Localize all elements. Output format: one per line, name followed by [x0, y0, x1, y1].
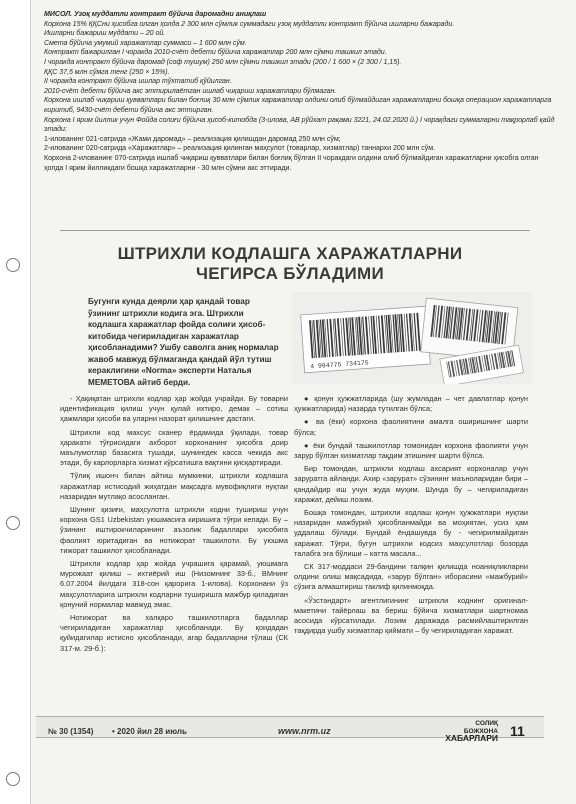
example-line: Корхона 2-илованинг 070-сатрида ишлаб чиқариш қувватлари билан боғлиқ бўлган II чоракдаги олдини олиб бўлмайдиган харажатларни ҳисобга олган ҳолда I ярим йилликдаги бошқа харажатларни - 30 млн сўмни акс эттиради.: [44, 153, 539, 172]
punch-hole: [6, 258, 20, 272]
example-line: Корхона 15% ҚҚСни ҳисобга олган ҳолда 2 300 млн сўмлик суммадаги узоқ муддатли контракт бўйича ишларни бажаради.: [44, 19, 455, 28]
example-line: 2010-счёт дебети бўйича акс эттирилаётган ишлаб чиқариш харажатлари бўлмаган.: [44, 86, 337, 95]
headline-line: ЧЕГИРСА БЎЛАДИМИ: [195, 264, 385, 283]
barcode-labels-photo: [292, 292, 532, 384]
issue-number: № 30 (1354): [48, 727, 94, 736]
scan-edge: [30, 0, 31, 804]
bullet-item: ● қонун ҳужжатларида (шу жумладан – чет давлатлар қонун ҳужжатларида) назарда тутилган бўлса;: [294, 394, 528, 414]
example-line: Смета бўйича умумий харажатлар суммаси – 1 600 млн сўм.: [44, 38, 247, 47]
section-divider: [60, 230, 530, 231]
website-link[interactable]: www.nrm.uz: [278, 726, 331, 736]
article-column-right: [294, 394, 528, 639]
example-block: [44, 10, 556, 173]
paragraph: Нотижорат ва халқаро ташкилотларга бадаллар чегириладиган харажатлар ҳисобланади. Бу қоидадан қуйидагилар истисно ҳисобланади, агар бадалларни тўлаш (СК 317-м. 29-б.):: [60, 613, 288, 653]
example-line: 1-илованинг 021-сатрида «Жами даромад» – реализация қилишдан даромад 250 млн сўм;: [44, 134, 341, 143]
logo-line: БОЖХОНА: [463, 727, 498, 735]
example-line: Контракт бажарилган I чоракда 2010-счёт дебети бўйича харажатлар 200 млн сўмни ташкил этади.: [44, 48, 387, 57]
issue-date: • 2020 йил 28 июль: [112, 727, 187, 736]
example-title: МИСОЛ. Узоқ муддатли контракт бўйича даромадни аниқлаш: [44, 10, 267, 18]
example-line: Корхона ишлаб чиқариш қувватлари билан боғлиқ 30 млн сўмлик харажатлар олдини олиб бўлмайдиган харажатларни бошқа операцион харажатларга киритиб, 9430-счёт дебети бўйича акс эттирган.: [44, 96, 552, 114]
bullet-item: ● ёки бундай ташкилотлар томонидан корхона фаолияти учун зарур бўлган хизматлар тақдим этишнинг шарти бўлса.: [294, 440, 528, 461]
binder-margin: [0, 0, 30, 804]
example-line: II чоракда контракт бўйича ишлар тўхтатиб қўйилган.: [44, 77, 232, 86]
example-line: I чоракда контракт бўйича даромад (соф тушум) 250 млн сўмни ташкил этади (200 / 1 600 × (2 300 / 1,15).: [44, 57, 402, 66]
logo-line: СОЛИҚ: [475, 720, 498, 727]
barcode-number: 4 994775 734175: [310, 359, 369, 371]
paragraph: Шунинг қизиғи, маҳсулотга штрихли кодни тушириш учун корхона GS1 Uzbekistan уюшмасига киришига тўғри келади. Бу – ўзининг иштирокчиларининг аъзолик бадаллари ҳисобига фаолият юритадиган ва нотижорат ташкилоти. Бу уюшма тижорат ташкилот ҳисобланади.: [60, 505, 288, 555]
paragraph: Штрихли кодлар ҳар жойда учрашига қарамай, уюшмага мурожаат қилиш – ихтиёрий иш (Низомнинг 33-б., ВМнинг 6.07.2004 йилдаги 318-сон қарорига 1-илова). Корхонани ўз маҳсулотларига штрихли кодларни туширишга мажбур қиладиган қонуний нормалар мавжуд эмас.: [60, 559, 288, 609]
article-lead: Бугунги кунда деярли ҳар қандай товар ўзининг штрихли кодига эга. Штрихли кодлашга харажатлар фойда солиғи ҳисоб-китобида чегириладиган харажатлар ҳисобланадими? Ушбу саволга аниқ нормалар жавоб мавжуд бўлмаганда қандай йўл тутиш кераклигини «Norma» эксперти Наталья МЕМЕТОВА айтиб берди.: [88, 297, 279, 387]
publication-logo: [430, 720, 498, 742]
article-headline: [60, 244, 520, 284]
example-line: Корхона I ярим йиллик учун Фойда солиғи бўйича ҳисоб-китобда (3-илова, АВ рўйхат рақами 3221, 24.02.2020 й.) I чорақдаги суммаларни тақрорлаб қайд этади:: [44, 115, 555, 134]
punch-hole: [6, 516, 20, 530]
punch-hole: [6, 772, 20, 786]
paragraph: СК 317-моддаси 29-бандини талқин қилишда ноаниқликларни олдини олиш мақсадида, «зарур бўлган» иборасини «мажбурий» сўзига алмаштириш таклиф қилинмоқда.: [294, 562, 528, 592]
example-line: 2-илованинг 020-сатрида «Харажатлар» – реализация қилинган маҳсулот (товарлар, хизматлар) таннархи 200 млн сўм.: [44, 144, 436, 153]
example-line: Ишларни бажариш муддати – 20 ой.: [44, 29, 166, 38]
article-column-left: [60, 394, 288, 657]
paragraph: Штрихли код махсус сканер ёрдамида ўқилади, товар ҳаракати тўғрисидаги ахборот корхонанинг ҳисобга доир маълумотлар базасига тушади, шунингдек касса чекида акс этади, бу карлорларга хизмат кўрсатишга вақтини қисқартиради.: [60, 427, 288, 468]
logo-word: ХАБАРЛАРИ: [445, 733, 498, 743]
paragraph: Бошқа томондан, штрихли кодлаш қонун ҳужжатлари нуқтаи назаридан мажбурий ҳисобланмайди ва моҳиятан, усиз ҳам уддалаш бўлади. Бундай ёндашувда бу - чегирилмайдиган харажат. Тўғри, бугун штрихли кодсиз маҳсулотлар бозорда талабга эга бўлиши – катта масала...: [294, 508, 528, 558]
example-line: ҚҚС 37,5 млн сўмга тенг (250 × 15%).: [44, 67, 170, 76]
bullet-item: ● ва (ёки) корхона фаолиятини амалга оширишнинг шарти бўлса;: [294, 417, 528, 437]
paragraph: «Ўзстандарт» агентлигининг штрихли коднинг оригинал-макетини тайёрлаш ва бериш бўйича хизматлари шартномаа асосида кўрсатилади. Лозим даражада расмийлаштирилган тақдирда ушбу хизматлар қиймати – бу чегириладиган харажат.: [294, 595, 528, 636]
page-number: 11: [510, 723, 525, 739]
paragraph: Тўлиқ ишонч билан айтиш мумкинки, штрихли кодлашга харажатлар истисодий жиҳатдан мақсадга мувофиқлиги нуқтаи назаридан мутлақо асосланган.: [60, 471, 288, 501]
headline-line: ШТРИХЛИ КОДЛАШГА ХАРАЖАТЛАРНИ: [117, 244, 463, 263]
paragraph: - Ҳақиқатан штрихли кодлар ҳар жойда учрайди. Бу товарни идентификация қилиш учун қулай ихтиро, демак – сотиш ҳажмлари ҳисоби ва уларни назорат қилишнинг дастаги.: [60, 394, 288, 424]
paragraph: Бир томондан, штрихли кодлаш ахсарият корхоналар учун заруратга айланди. Ахир «зарурат» сўзининг маъноларидан бири – қандайдир иш учун жуда муҳим. Шунда бу – чегириладиган харажат, дейиш лозим.: [294, 464, 528, 504]
